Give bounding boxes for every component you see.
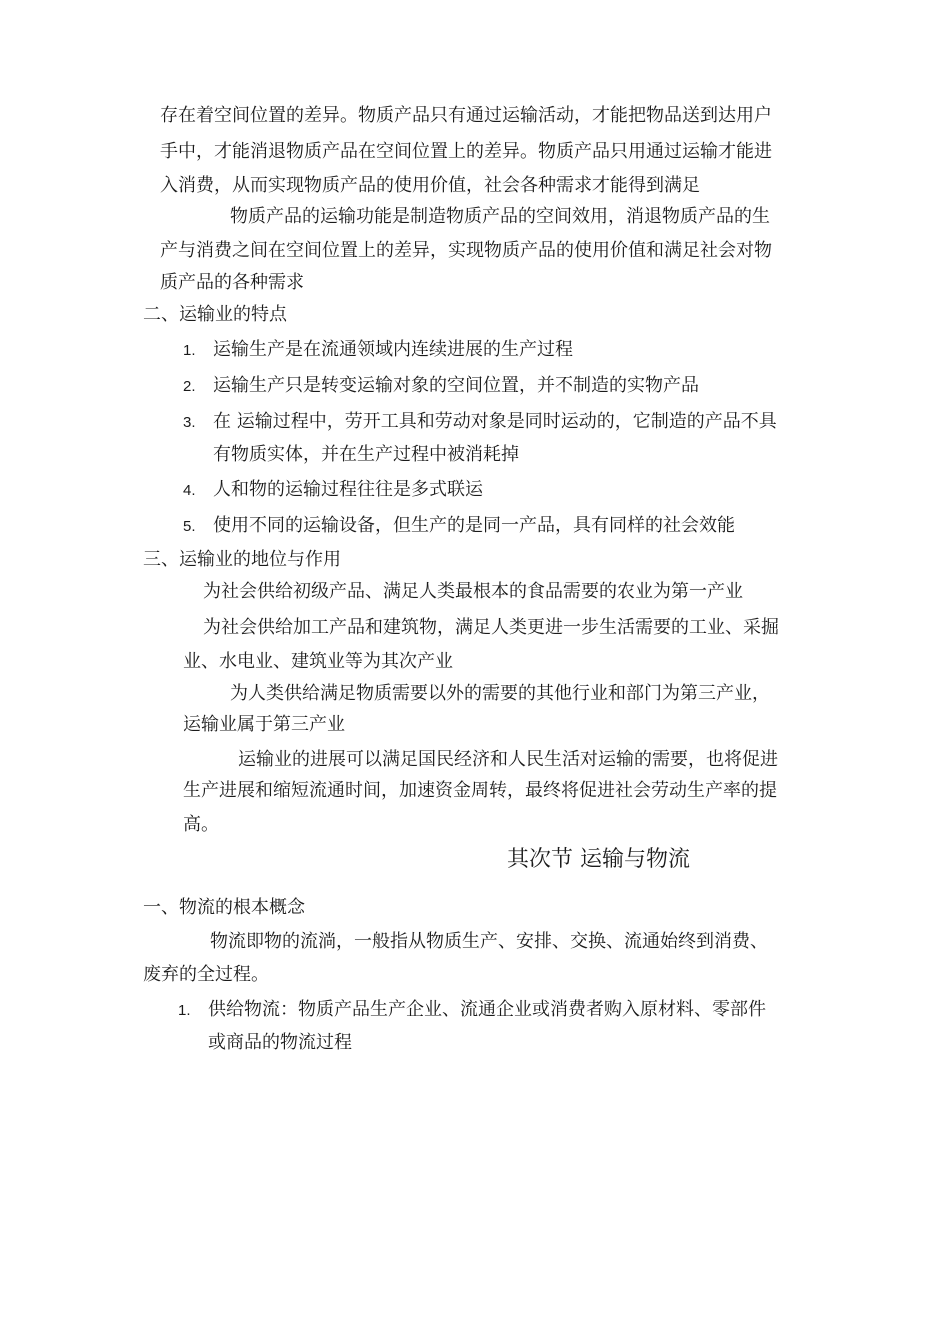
paragraph-line: 运输业的进展可以满足国民经济和人民生活对运输的需要，也将促进	[238, 749, 778, 770]
list-number: 1.	[178, 1002, 191, 1019]
list-text: 供给物流：物质产品生产企业、流通企业或消费者购入原材料、零部件	[208, 999, 766, 1020]
paragraph-line: 存在着空间位置的差异。物质产品只有通过运输活动，才能把物品送到达用户	[160, 105, 772, 126]
list-number: 3.	[183, 414, 196, 431]
list-item	[178, 998, 766, 1023]
paragraph-line: 业、水电业、建筑业等为其次产业	[183, 651, 453, 672]
list-text: 人和物的运输过程往往是多式联运	[213, 479, 483, 500]
paragraph-line: 废弃的全过程。	[143, 964, 269, 985]
list-text-continued: 有物质实体，并在生产过程中被消耗掉	[213, 444, 519, 465]
list-item	[183, 478, 483, 503]
paragraph-line: 为社会供给初级产品、满足人类最根本的食品需要的农业为第一产业	[203, 581, 743, 602]
paragraph-line: 高。	[183, 814, 219, 835]
paragraph-line: 物流即物的流淌，一般指从物质生产、安排、交换、流通始终到消费、	[210, 931, 768, 952]
paragraph-line: 为社会供给加工产品和建筑物，满足人类更进一步生活需要的工业、采掘	[203, 617, 779, 638]
list-item	[183, 410, 777, 435]
paragraph-line: 手中，才能消退物质产品在空间位置上的差异。物质产品只用通过运输才能进	[160, 141, 772, 162]
list-number: 4.	[183, 482, 196, 499]
section-heading: 三、运输业的地位与作用	[143, 549, 341, 570]
list-item	[183, 338, 573, 363]
paragraph-line: 产与消费之间在空间位置上的差异，实现物质产品的使用价值和满足社会对物	[160, 240, 772, 261]
list-text-continued: 或商品的物流过程	[208, 1032, 352, 1053]
list-text: 在 运输过程中，劳开工具和劳动对象是同时运动的，它制造的产品不具	[213, 411, 777, 432]
list-item	[183, 514, 735, 539]
paragraph-line: 运输业属于第三产业	[183, 714, 345, 735]
list-number: 5.	[183, 518, 196, 535]
list-item	[183, 374, 699, 399]
list-number: 2.	[183, 378, 196, 395]
section-heading: 二、运输业的特点	[143, 304, 287, 325]
chapter-title: 其次节 运输与物流	[507, 847, 690, 872]
list-text: 运输生产是在流通领域内连续进展的生产过程	[213, 339, 573, 360]
list-text: 使用不同的运输设备，但生产的是同一产品，具有同样的社会效能	[213, 515, 735, 536]
paragraph-line: 物质产品的运输功能是制造物质产品的空间效用，消退物质产品的生	[230, 206, 770, 227]
paragraph-line: 生产进展和缩短流通时间，加速资金周转，最终将促进社会劳动生产率的提	[183, 780, 777, 801]
paragraph-line: 入消费，从而实现物质产品的使用价值，社会各种需求才能得到满足	[160, 175, 700, 196]
paragraph-line: 为人类供给满足物质需要以外的需要的其他行业和部门为第三产业，	[230, 683, 770, 704]
section-heading: 一、物流的根本概念	[143, 897, 305, 918]
list-text: 运输生产只是转变运输对象的空间位置，并不制造的实物产品	[213, 375, 699, 396]
list-number: 1.	[183, 342, 196, 359]
paragraph-line: 质产品的各种需求	[160, 272, 304, 293]
